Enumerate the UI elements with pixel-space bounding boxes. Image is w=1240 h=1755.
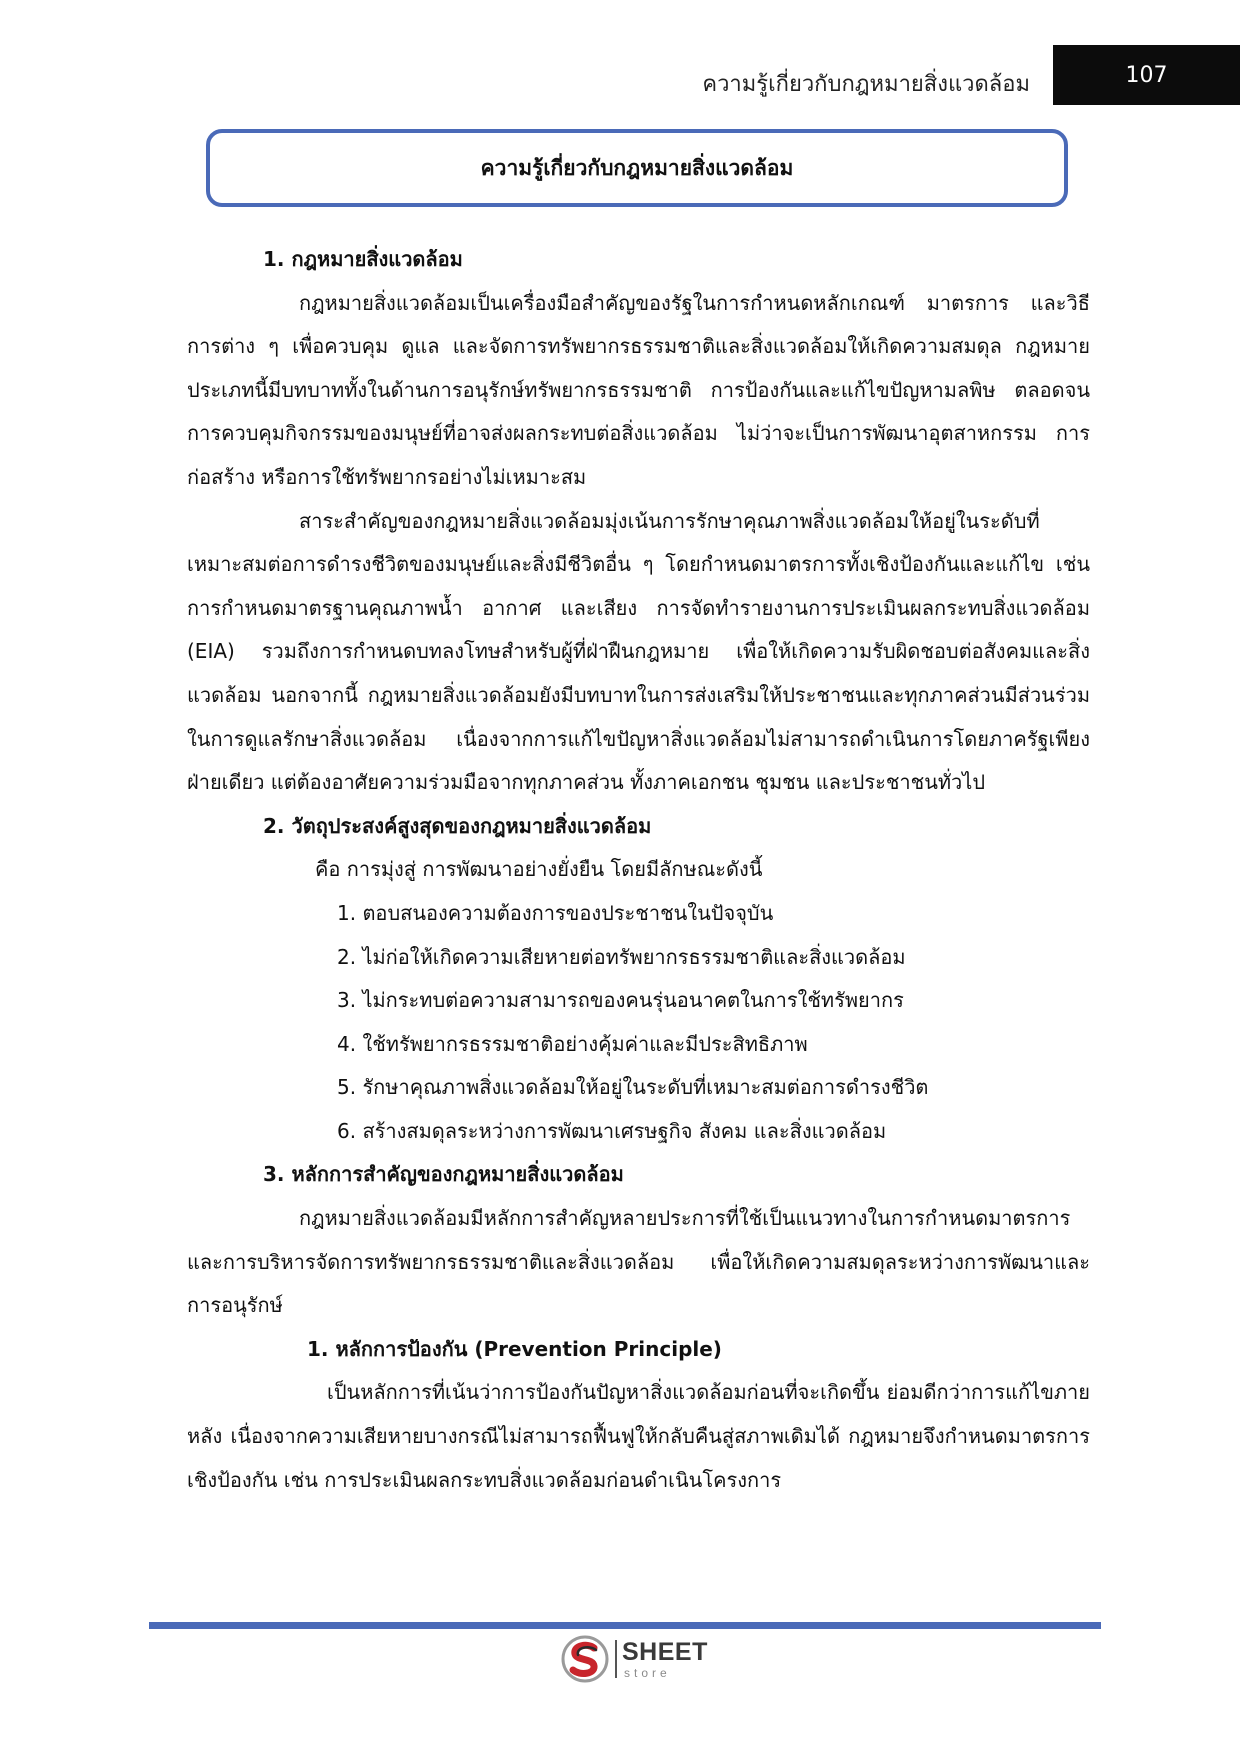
section-2-lead: คือ การมุ่งสู่ การพัฒนาอย่างยั่งยืน โดยมีลักษณะดังนี้ [315,857,763,882]
footer-rule [149,1622,1101,1629]
section-1-paragraph-1: กฎหมายสิ่งแวดล้อมเป็นเครื่องมือสำคัญของรัฐในการกำหนดหลักเกณฑ์ มาตรการ และวิธีการต่าง ๆ เพื่อควบคุม ดูแล และจัดการทรัพยากรธรรมชาติและสิ่งแวดล้อมให้เกิดความสมดุล กฎหมายประเภทนี้มีบทบาททั้งในด้านการอนุรักษ์ทรัพยากรธรรมชาติ การป้องกันและแก้ไขปัญหามลพิษ ตลอดจนการควบคุมกิจกรรมของมนุษย์ที่อาจส่งผลกระทบต่อสิ่งแวดล้อม ไม่ว่าจะเป็นการพัฒนาอุตสาหกรรม การก่อสร้าง หรือการใช้ทรัพยากรอย่างไม่เหมาะสม [187,290,1090,489]
section-1-heading: 1. กฎหมายสิ่งแวดล้อม [263,247,463,271]
page-number: 107 [1125,62,1168,88]
list-item: 3. ไม่กระทบต่อความสามารถของคนรุ่นอนาคตในการใช้ทรัพยากร [337,988,904,1013]
list-item: 2. ไม่ก่อให้เกิดความเสียหายต่อทรัพยากรธรรมชาติและสิ่งแวดล้อม [337,944,906,969]
logo-separator [615,1640,617,1678]
sheetstore-s-logo-icon [560,1634,610,1684]
section-1-paragraph-2: สาระสำคัญของกฎหมายสิ่งแวดล้อมมุ่งเน้นการรักษาคุณภาพสิ่งแวดล้อมให้อยู่ในระดับที่เหมาะสมต่อการดำรงชีวิตของมนุษย์และสิ่งมีชีวิตอื่น ๆ โดยกำหนดมาตรการทั้งเชิงป้องกันและแก้ไข เช่น การกำหนดมาตรฐานคุณภาพน้ำ อากาศ และเสียง การจัดทำรายงานการประเมินผลกระทบสิ่งแวดล้อม (EIA) รวมถึงการกำหนดบทลงโทษสำหรับผู้ที่ฝ่าฝืนกฎหมาย เพื่อให้เกิดความรับผิดชอบต่อสังคมและสิ่งแวดล้อม นอกจากนี้ กฎหมายสิ่งแวดล้อมยังมีบทบาทในการส่งเสริมให้ประชาชนและทุกภาคส่วนมีส่วนร่วมในการดูแลรักษาสิ่งแวดล้อม เนื่องจากการแก้ไขปัญหาสิ่งแวดล้อมไม่สามารถดำเนินการโดยภาครัฐเพียงฝ่ายเดียว แต่ต้องอาศัยความร่วมมือจากทุกภาคส่วน ทั้งภาคเอกชน ชุมชน และประชาชนทั่วไป [187,508,1090,795]
list-item: 5. รักษาคุณภาพสิ่งแวดล้อมให้อยู่ในระดับที่เหมาะสมต่อการดำรงชีวิต [337,1075,929,1100]
document-body [187,238,1090,1502]
logo-text: SHEET [622,1638,708,1666]
prevention-principle-paragraph: เป็นหลักการที่เน้นว่าการป้องกันปัญหาสิ่งแวดล้อมก่อนที่จะเกิดขึ้น ย่อมดีกว่าการแก้ไขภายหลัง เนื่องจากความเสียหายบางกรณีไม่สามารถฟื้นฟูให้กลับคืนสู่สภาพเดิมได้ กฎหมายจึงกำหนดมาตรการเชิงป้องกัน เช่น การประเมินผลกระทบสิ่งแวดล้อมก่อนดำเนินโครงการ [187,1380,1090,1492]
list-item: 6. สร้างสมดุลระหว่างการพัฒนาเศรษฐกิจ สังคม และสิ่งแวดล้อม [337,1118,887,1143]
section-2-heading: 2. วัตถุประสงค์สูงสุดของกฎหมายสิ่งแวดล้อม [263,813,652,838]
sheetstore-logo [560,1632,720,1688]
list-item: 1. ตอบสนองความต้องการของประชาชนในปัจจุบัน [337,900,774,925]
objectives-list [187,892,1090,1154]
prevention-principle-heading: 1. หลักการป้องกัน (Prevention Principle) [307,1336,722,1361]
logo-subtext: store [624,1666,671,1680]
chapter-title-box [206,129,1068,207]
chapter-title: ความรู้เกี่ยวกับกฎหมายสิ่งแวดล้อม [480,155,794,180]
section-3-paragraph: กฎหมายสิ่งแวดล้อมมีหลักการสำคัญหลายประการที่ใช้เป็นแนวทางในการกำหนดมาตรการและการบริหารจัดการทรัพยากรธรรมชาติและสิ่งแวดล้อม เพื่อให้เกิดความสมดุลระหว่างการพัฒนาและการอนุรักษ์ [187,1206,1090,1318]
running-header-title: ความรู้เกี่ยวกับกฎหมายสิ่งแวดล้อม [702,72,1030,97]
section-3-heading: 3. หลักการสำคัญของกฎหมายสิ่งแวดล้อม [263,1162,624,1187]
page-number-box [1053,45,1240,105]
list-item: 4. ใช้ทรัพยากรธรรมชาติอย่างคุ้มค่าและมีประสิทธิภาพ [337,1031,808,1056]
